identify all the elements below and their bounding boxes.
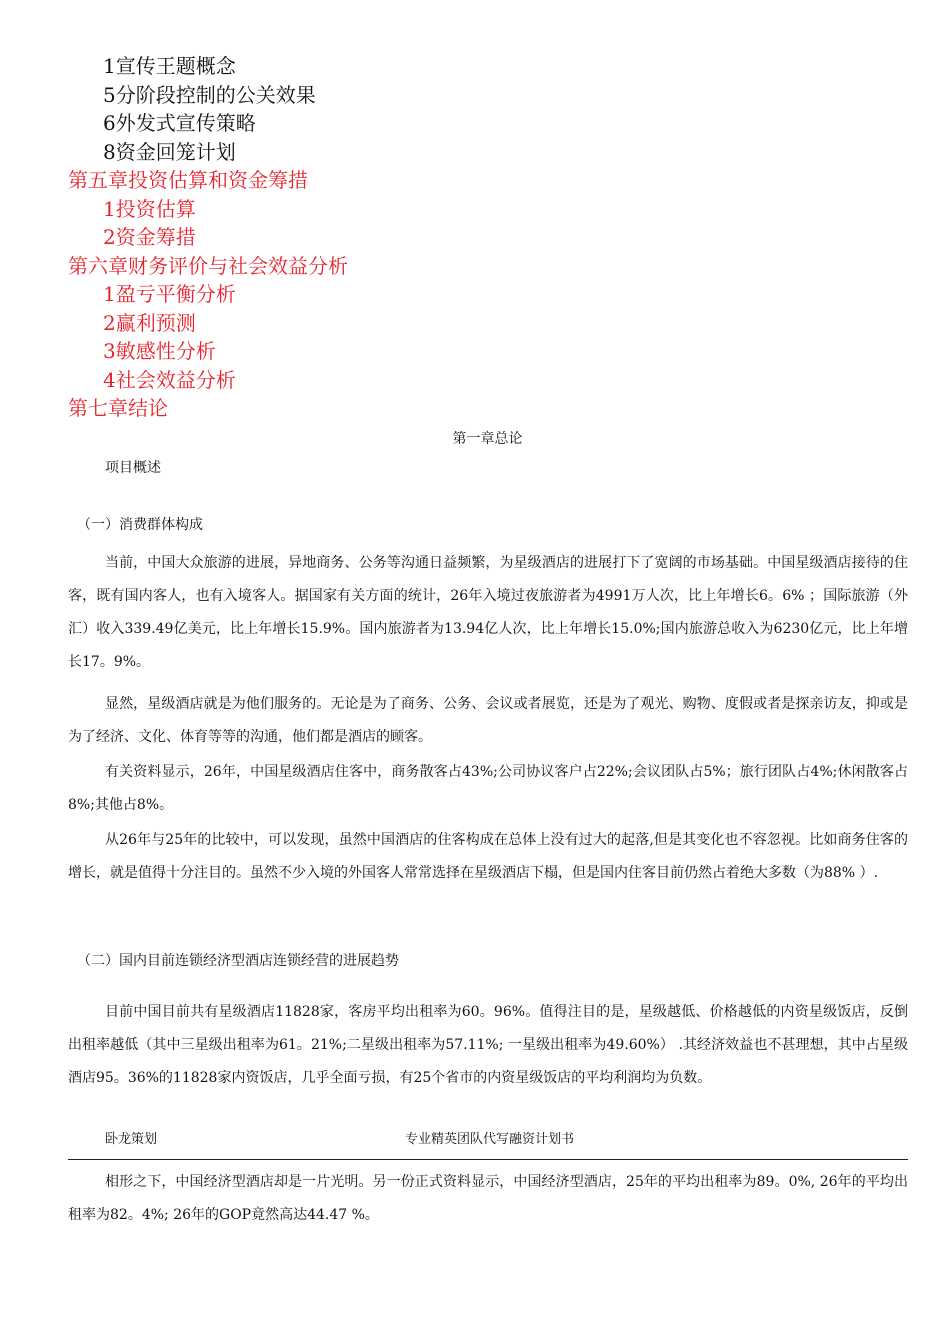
toc-item: 2赢利预测 [103,310,196,335]
footer-slogan: 专业精英团队代写融资计划书 [405,1132,575,1147]
section-heading: （一）消费群体构成 [77,517,203,533]
overview-heading: 项目概述 [105,460,161,476]
footer-brand: 卧龙策划 [105,1132,158,1147]
toc-item: 3敏感性分析 [103,339,216,363]
toc-item: 1盈亏平衡分析 [103,282,236,306]
footer-divider [68,1159,908,1160]
toc-item: 8资金回笼计划 [103,139,236,164]
table-of-contents [68,52,348,423]
toc-chapter: 第六章财务评价与社会效益分析 [68,253,348,278]
toc-item: 5分阶段控制的公关效果 [103,82,316,107]
toc-item: 4社会效益分析 [103,367,236,392]
toc-chapter: 第七章结论 [68,396,168,420]
chapter-title: 第一章总论 [452,431,523,447]
toc-chapter: 第五章投资估算和资金筹措 [68,168,308,192]
paragraph: 相形之下，中国经济型酒店却是一片光明。另一份正式资料显示，中国经济型酒店，25年的平均出租率为89。0%, 26年的平均出租率为82。4%; 26年的GOP竟然高达44.47 %。 [68,1174,908,1223]
toc-item: 1宣传王题概念 [103,54,236,78]
paragraph: 目前中国目前共有星级酒店11828家，客房平均出租率为60。96%。值得注目的是，星级越低、价格越低的内资星级饭店，反倒出租率越低（其中三星级出租率为61。21%;二星级出租率为57.11%; 一星级出租率为49.60%） .其经济效益也不甚理想，其中占星级酒店95。36%的11828家内资饭店，几乎全面亏损，有25个省市的内资星级饭店的平均利润均为负数。 [68,1004,908,1086]
toc-item: 6外发式宣传策略 [103,111,256,135]
paragraph: 有关资料显示，26年，中国星级酒店住客中，商务散客占43%;公司协议客户占22%;会议团队占5%；旅行团队占4%;休闲散客占8%;其他占8%。 [68,764,908,813]
paragraph: 显然，星级酒店就是为他们服务的。无论是为了商务、公务、会议或者展览，还是为了观光、购物、度假或者是探亲访友，抑或是为了经济、文化、体育等等的沟通，他们都是酒店的顾客。 [68,696,908,745]
paragraph: 从26年与25年的比较中，可以发现，虽然中国酒店的住客构成在总体上没有过大的起落,但是其变化也不容忽视。比如商务住客的增长，就是值得十分注目的。虽然不少入境的外国客人常常选择在星级酒店下榻，但是国内住客目前仍然占着绝大多数（为88% ）. [68,832,908,881]
section-heading: （二）国内目前连锁经济型酒店连锁经营的进展趋势 [77,953,399,969]
toc-item: 2资金筹措 [103,225,196,249]
toc-item: 1投资估算 [103,196,196,221]
paragraph: 当前，中国大众旅游的进展，异地商务、公务等沟通日益频繁，为星级酒店的进展打下了宽阔的市场基础。中国星级酒店接待的住客，既有国内客人，也有入境客人。据国家有关方面的统计，26年入境过夜旅游者为4991万人次，比上年增长6。6% ；国际旅游（外汇）收入339.49亿美元，比上年增长15.9%。国内旅游者为13.94亿人次，比上年增长15.0%;国内旅游总收入为6230亿元，比上年增长17。9%。 [68,555,908,670]
